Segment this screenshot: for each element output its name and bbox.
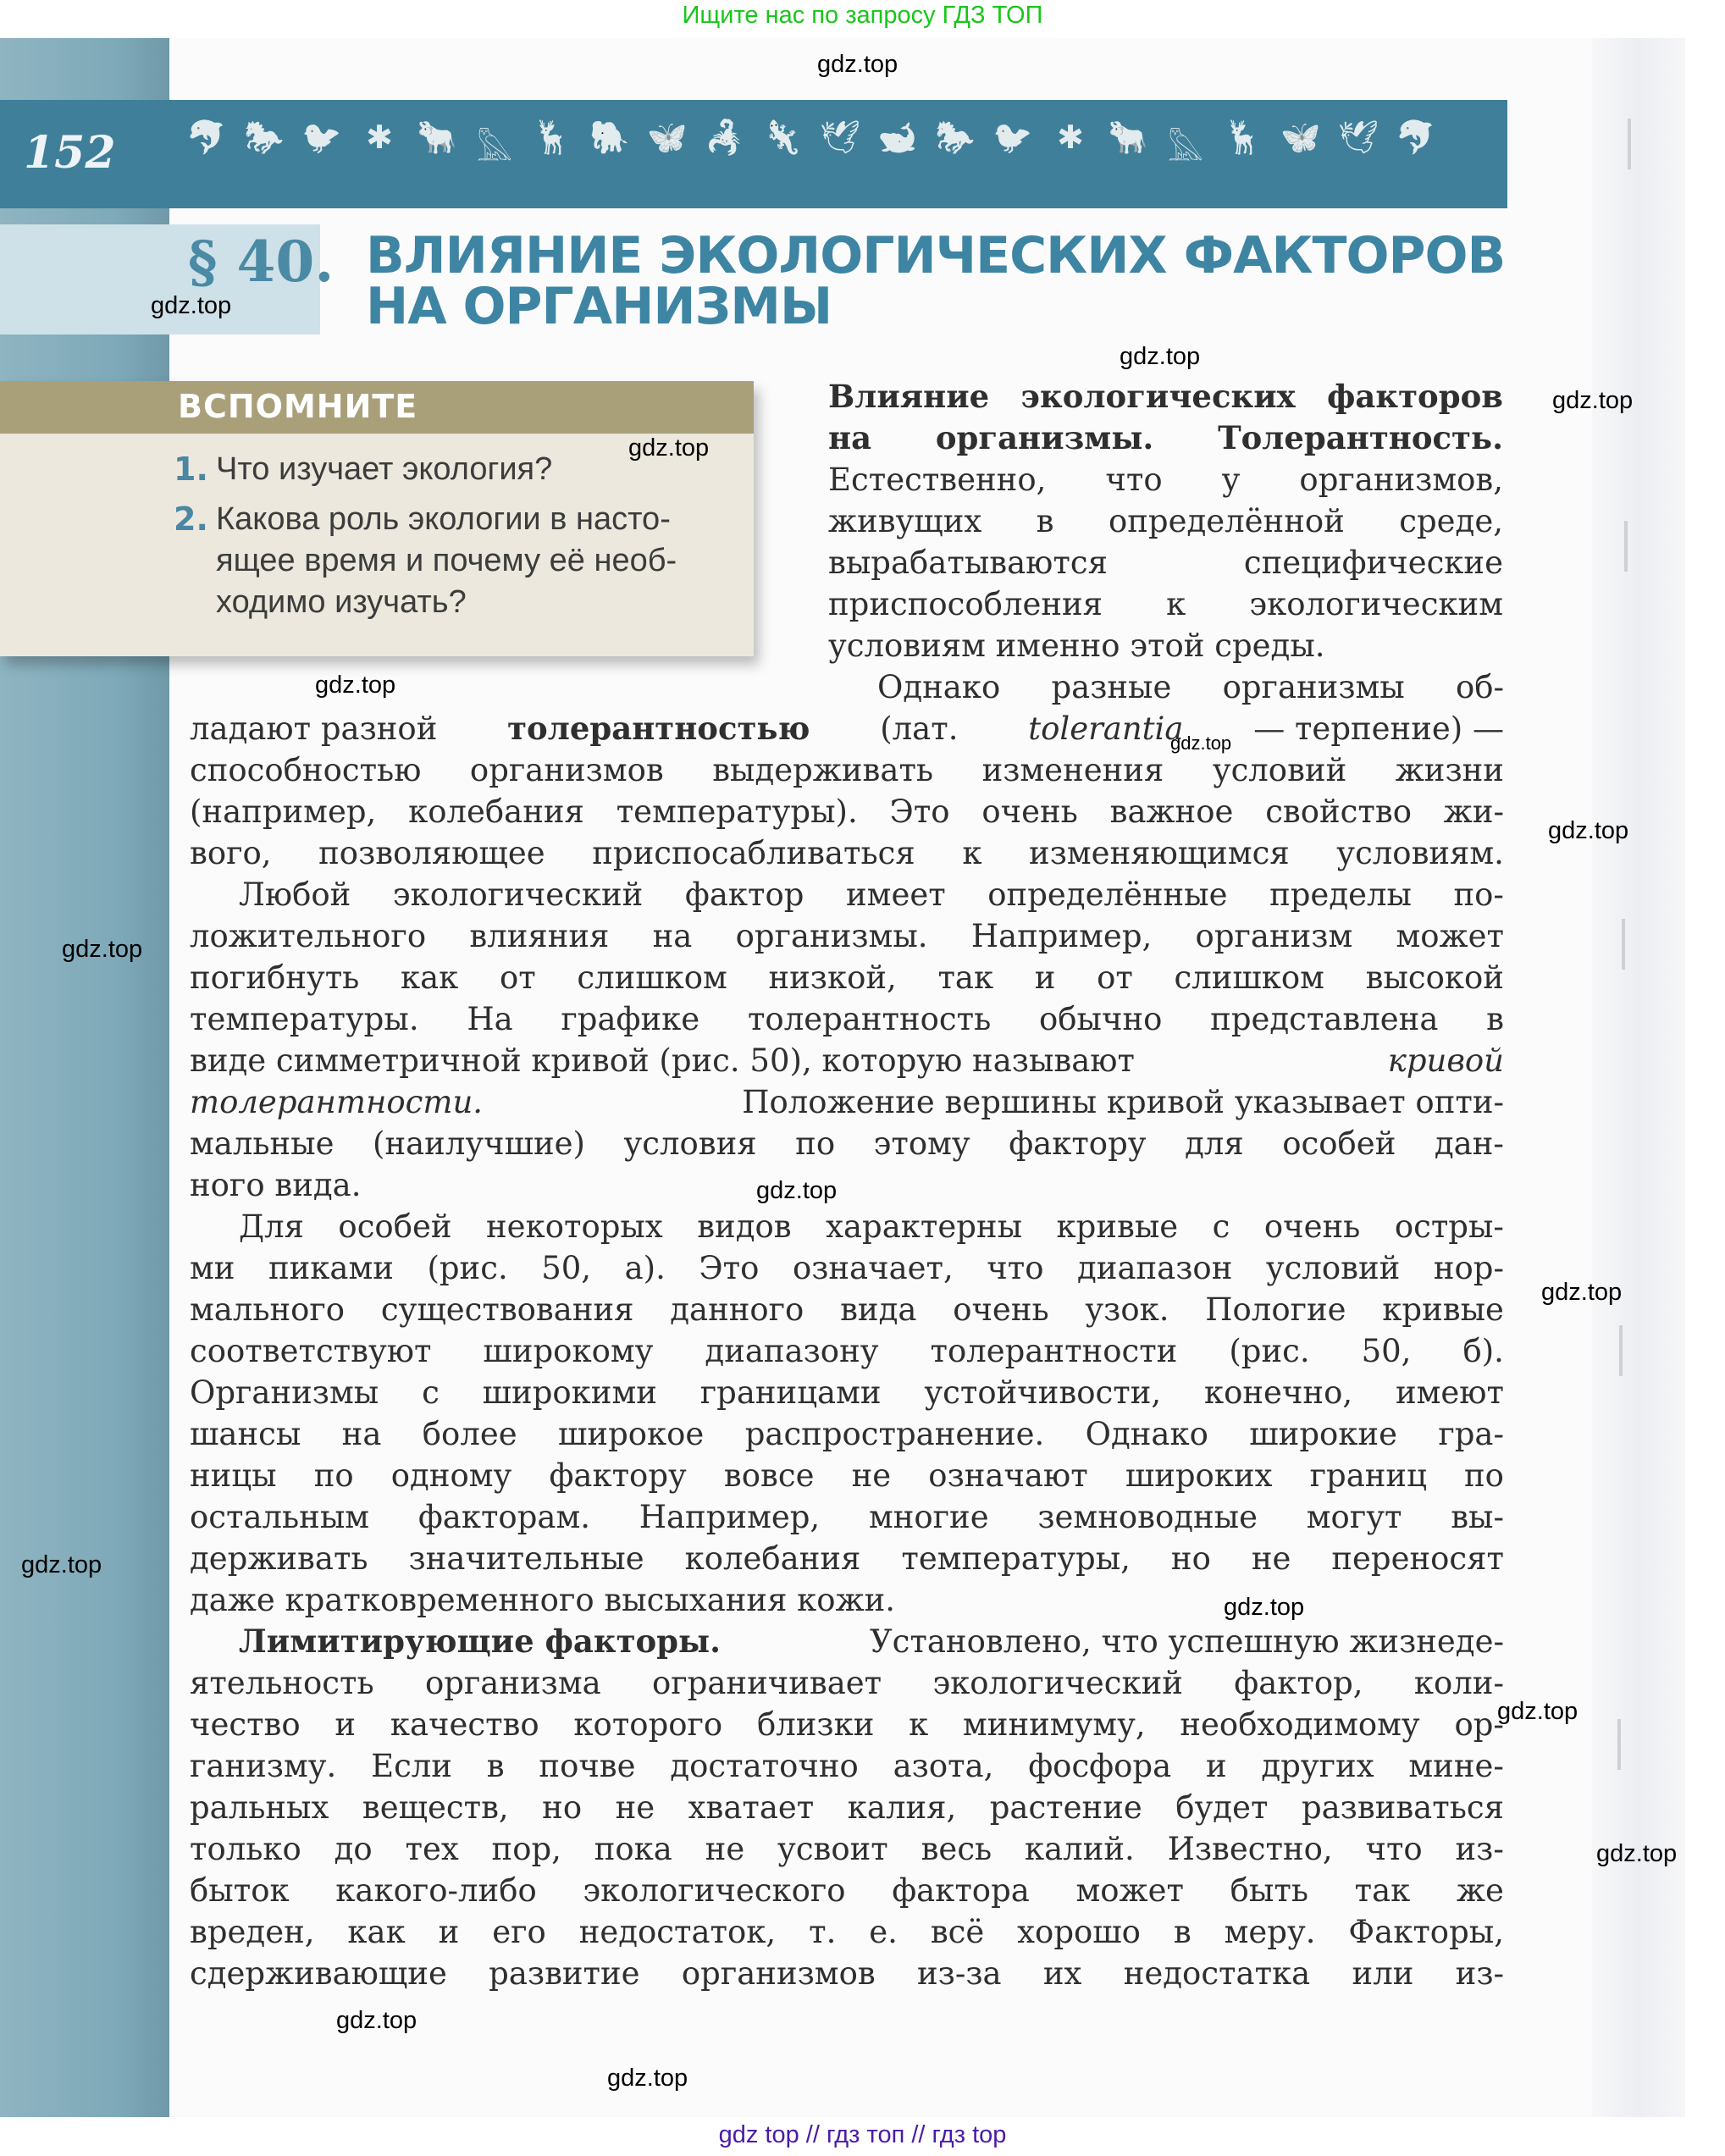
question-number: 1. bbox=[174, 451, 208, 488]
intro-paragraph bbox=[828, 376, 1503, 666]
text-line: вреден, как и его недостаток, т. е. всё хорошо в меру. Факторы, bbox=[190, 1914, 1504, 1950]
text-line bbox=[190, 708, 1504, 749]
watermark: gdz.top bbox=[756, 1177, 838, 1204]
scorpion-icon: 🦂 bbox=[705, 119, 747, 156]
text-line: мальные (наилучшие) условия по этому фактору для особей дан- bbox=[190, 1125, 1504, 1162]
promo-banner-top[interactable]: Ищите нас по запросу ГДЗ ТОП bbox=[682, 2, 1043, 29]
text-line: ральных веществ, но не хватает калия, растение будет развиваться bbox=[190, 1789, 1504, 1826]
question-text: Какова роль экологии в насто- bbox=[216, 501, 671, 537]
watermark: gdz.top bbox=[1596, 1840, 1678, 1867]
title-line-2: НА ОРГАНИЗМЫ bbox=[366, 277, 832, 336]
text-line: температуры. На графике толерантность обычно представлена в bbox=[190, 1001, 1504, 1037]
text-span: Положение вершины кривой указывает опти- bbox=[742, 1084, 1504, 1120]
text-line: ганизму. Если в почве достаточно азота, фосфора и других мине- bbox=[190, 1748, 1504, 1784]
text-line: Влияние экологических факторов bbox=[828, 378, 1503, 415]
text-line: сдерживающие развитие организмов из-за их недостатка или из- bbox=[190, 1955, 1504, 1992]
dragonfly-icon: ✱ bbox=[366, 119, 395, 156]
recall-questions bbox=[174, 449, 741, 632]
page-gutter bbox=[1592, 38, 1685, 2117]
watermark: gdz.top bbox=[1541, 1279, 1623, 1306]
question-text: ящее время и почему её необ- bbox=[216, 543, 677, 578]
watermark: gdz.top bbox=[1497, 1698, 1578, 1725]
watermark: gdz.top bbox=[607, 2065, 688, 2092]
term-italic: кривой bbox=[1387, 1042, 1504, 1079]
text-line: вого, позволяющее приспосабливаться к изменяющимся условиям. bbox=[190, 835, 1504, 871]
term-bold: толерантностью bbox=[507, 710, 810, 747]
animal-silhouettes-row bbox=[182, 117, 1452, 168]
heron-icon: 𓅓 bbox=[1167, 130, 1206, 168]
text-line: даже кратковременного высыхания кожи. bbox=[190, 1582, 896, 1618]
text-line: Организмы с широкими границами устойчивости, конечно, имеют bbox=[190, 1374, 1504, 1411]
text-span: (лат. bbox=[880, 710, 959, 747]
bird-icon: 🐦 bbox=[992, 119, 1035, 156]
dragonfly-icon: ✱ bbox=[1057, 119, 1086, 156]
binding-stitch bbox=[1628, 119, 1631, 169]
text-line: Естественно, что у организмов, bbox=[828, 462, 1503, 498]
butterfly-icon: 🦋 bbox=[1280, 119, 1323, 156]
butterfly-icon: 🦋 bbox=[647, 119, 689, 156]
binding-stitch bbox=[1622, 919, 1625, 970]
text-span: ладают разной bbox=[190, 710, 438, 747]
binding-stitch bbox=[1617, 1719, 1621, 1770]
bird-icon: 🐦 bbox=[301, 119, 344, 156]
swallow-icon: 🕊 bbox=[1337, 119, 1381, 156]
whale-icon: 🐋 bbox=[877, 119, 920, 156]
watermark: gdz.top bbox=[315, 672, 396, 699]
question-number: 2. bbox=[174, 500, 208, 538]
heron-icon: 𓅓 bbox=[476, 130, 515, 168]
bird-flying-icon: 🕊 bbox=[819, 119, 863, 156]
watermark: gdz.top bbox=[628, 434, 710, 462]
text-line: соответствуют широкому диапазону толерантности (рис. 50, б). bbox=[190, 1333, 1504, 1369]
text-line: на организмы. Толерантность. bbox=[828, 419, 1503, 456]
page-number: 152 bbox=[24, 127, 116, 179]
text-line: ложительного влияния на организмы. Например, организм может bbox=[190, 918, 1504, 954]
binding-stitch bbox=[1624, 521, 1628, 572]
text-line: способностью организмов выдерживать изменения условий жизни bbox=[190, 752, 1504, 788]
antelope-icon: 🦌 bbox=[1223, 119, 1265, 156]
recall-question-2 bbox=[174, 499, 741, 623]
text-line: условиям именно этой среды. bbox=[828, 627, 1325, 664]
watermark: gdz.top bbox=[1552, 387, 1634, 414]
horse-icon: 🐎 bbox=[244, 119, 286, 156]
text-line: вырабатываются специфические bbox=[828, 545, 1503, 581]
text-span: Установлено, что успешную жизнеде- bbox=[869, 1623, 1504, 1660]
watermark: gdz.top bbox=[62, 936, 143, 963]
text-line: ницы по одному фактору вовсе не означают широких границ по bbox=[190, 1457, 1504, 1494]
title-line-1: ВЛИЯНИЕ ЭКОЛОГИЧЕСКИХ ФАКТОРОВ bbox=[366, 226, 1506, 285]
recall-heading: ВСПОМНИТЕ bbox=[178, 388, 418, 425]
text-line: живущих в определённой среде, bbox=[828, 503, 1503, 539]
watermark: gdz.top bbox=[1120, 343, 1201, 370]
text-span: виде симметричной кривой (рис. 50), которую называют bbox=[190, 1042, 1135, 1079]
text-line bbox=[190, 1621, 1504, 1662]
text-line bbox=[190, 1040, 1504, 1081]
watermark: gdz.top bbox=[1224, 1594, 1305, 1621]
watermark: gdz.top bbox=[336, 2007, 417, 2034]
elephant-icon: 🐘 bbox=[589, 119, 632, 156]
page-title bbox=[366, 226, 1509, 336]
text-span: — терпение) — bbox=[1253, 710, 1504, 747]
ox-icon: 🐂 bbox=[1108, 119, 1150, 156]
text-line: мального существования данного вида очень узок. Пологие кривые bbox=[190, 1291, 1504, 1328]
watermark: gdz.top bbox=[1548, 817, 1629, 844]
text-line: ятельность организма ограничивает экологический фактор, коли- bbox=[190, 1665, 1504, 1701]
antelope-icon: 🦌 bbox=[532, 119, 574, 156]
text-line: остальным факторам. Например, многие земноводные могут вы- bbox=[190, 1499, 1504, 1535]
text-line: погибнуть как от слишком низкой, так и от слишком высокой bbox=[190, 959, 1504, 996]
body-text bbox=[190, 666, 1504, 1994]
section-number: § 40. bbox=[188, 229, 334, 295]
question-text: ходимо изучать? bbox=[216, 584, 467, 620]
left-margin-strip bbox=[0, 38, 169, 2117]
text-line: приспособления к экологическим bbox=[828, 586, 1503, 622]
watermark: gdz.top bbox=[817, 51, 898, 78]
subheading-bold: Лимитирующие факторы. bbox=[239, 1623, 722, 1660]
term-italic: толерантности. bbox=[190, 1084, 484, 1120]
text-line: Для особей некоторых видов характерны кривые с очень остры- bbox=[239, 1208, 1504, 1245]
horse-icon: 🐎 bbox=[935, 119, 977, 156]
text-line: (например, колебания температуры). Это очень важное свойство жи- bbox=[190, 793, 1504, 830]
binding-stitch bbox=[1619, 1325, 1623, 1376]
text-line bbox=[190, 1081, 1504, 1123]
promo-banner-bottom[interactable]: gdz top // гдз топ // гдз top bbox=[718, 2121, 1007, 2148]
dolphin-icon: 🐬 bbox=[186, 119, 229, 156]
text-line: ми пиками (рис. 50, а). Это означает, что диапазон условий нор- bbox=[190, 1250, 1504, 1286]
watermark: gdz.top bbox=[21, 1551, 102, 1578]
watermark: gdz.top bbox=[151, 292, 232, 319]
text-line: быток какого-либо экологического фактора может быть так же bbox=[190, 1872, 1504, 1909]
ox-icon: 🐂 bbox=[417, 119, 459, 156]
text-line: держивать значительные колебания температуры, но не переносят bbox=[190, 1540, 1504, 1577]
text-line: Любой экологический фактор имеет определённые пределы по- bbox=[239, 876, 1504, 913]
watermark: gdz.top bbox=[1170, 732, 1232, 754]
question-text: Что изучает экология? bbox=[216, 451, 553, 487]
text-line: ного вида. bbox=[190, 1167, 362, 1203]
dolphin-icon: 🐬 bbox=[1396, 119, 1438, 156]
text-line: Однако разные организмы об- bbox=[877, 669, 1504, 705]
text-line: шансы на более широкое распространение. Однако широкие гра- bbox=[190, 1416, 1504, 1452]
text-line: чество и качество которого близки к минимуму, необходимому ор- bbox=[190, 1706, 1504, 1743]
latin-term: tolerantia bbox=[1028, 710, 1184, 747]
text-line: только до тех пор, пока не усвоит весь калий. Известно, что из- bbox=[190, 1831, 1504, 1867]
lizard-icon: 🦎 bbox=[762, 119, 804, 156]
